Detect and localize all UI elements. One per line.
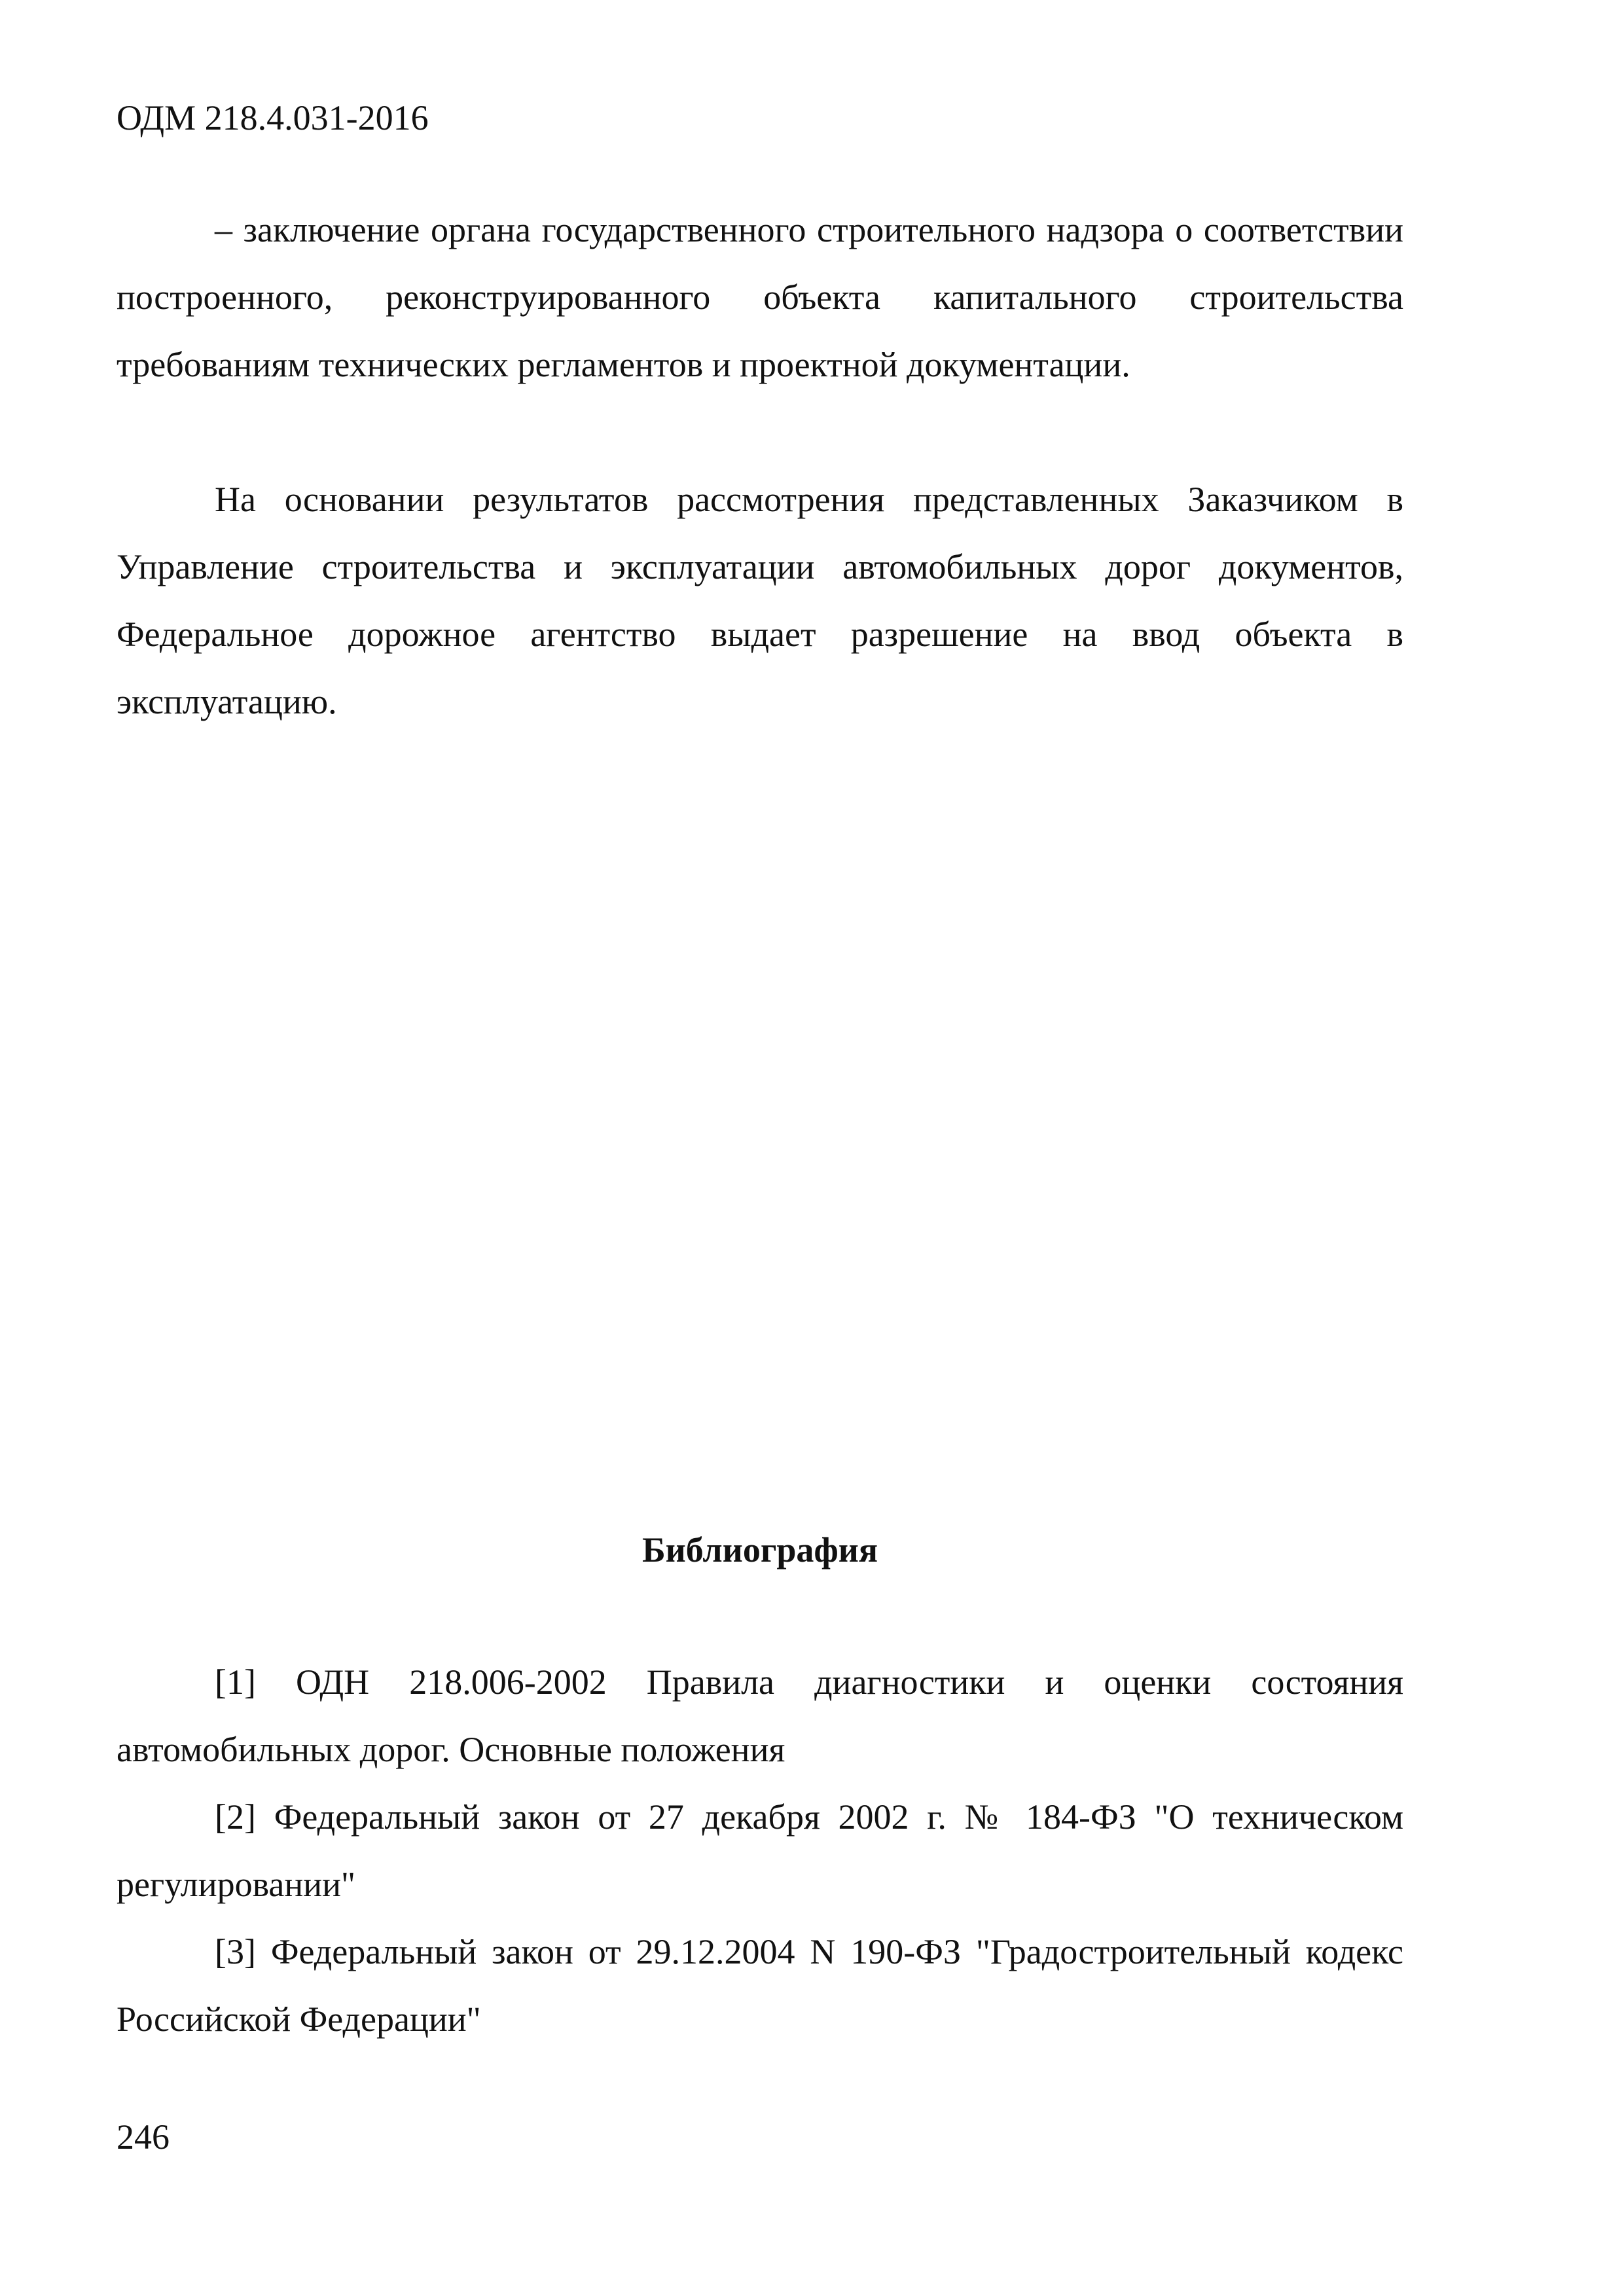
paragraph-permit: На основании результатов рассмотрения представленных Заказчиком в Управление строительства и эксплуатации автомобильных дорог документов, Федеральное дорожное агентство выдает разрешение на ввод объекта в эксплуатацию. <box>117 480 1403 721</box>
document-code-header: ОДМ 218.4.031-2016 <box>117 98 429 137</box>
paragraph-conclusion: – заключение органа государственного строительного надзора о соответствии построенного, реконструированного объекта капитального строительства требованиям технических регламентов и проектной документации. <box>117 210 1403 384</box>
bibliography-list <box>117 1649 1403 2053</box>
body-text-block-1 <box>117 196 1403 399</box>
bibliography-item-1: [1] ОДН 218.006-2002 Правила диагностики и оценки состояния автомобильных дорог. Основные положения <box>117 1662 1403 1769</box>
bibliography-title: Библиография <box>641 1530 878 1570</box>
bibliography-item-3: [3] Федеральный закон от 29.12.2004 N 190-ФЗ "Градостроительный кодекс Российской Федерации" <box>117 1932 1403 2039</box>
bibliography-item-2: [2] Федеральный закон от 27 декабря 2002 г. № 184-ФЗ "О техническом регулировании" <box>117 1797 1403 1904</box>
body-text-block-2 <box>117 466 1403 736</box>
page-number: 246 <box>117 2117 170 2157</box>
